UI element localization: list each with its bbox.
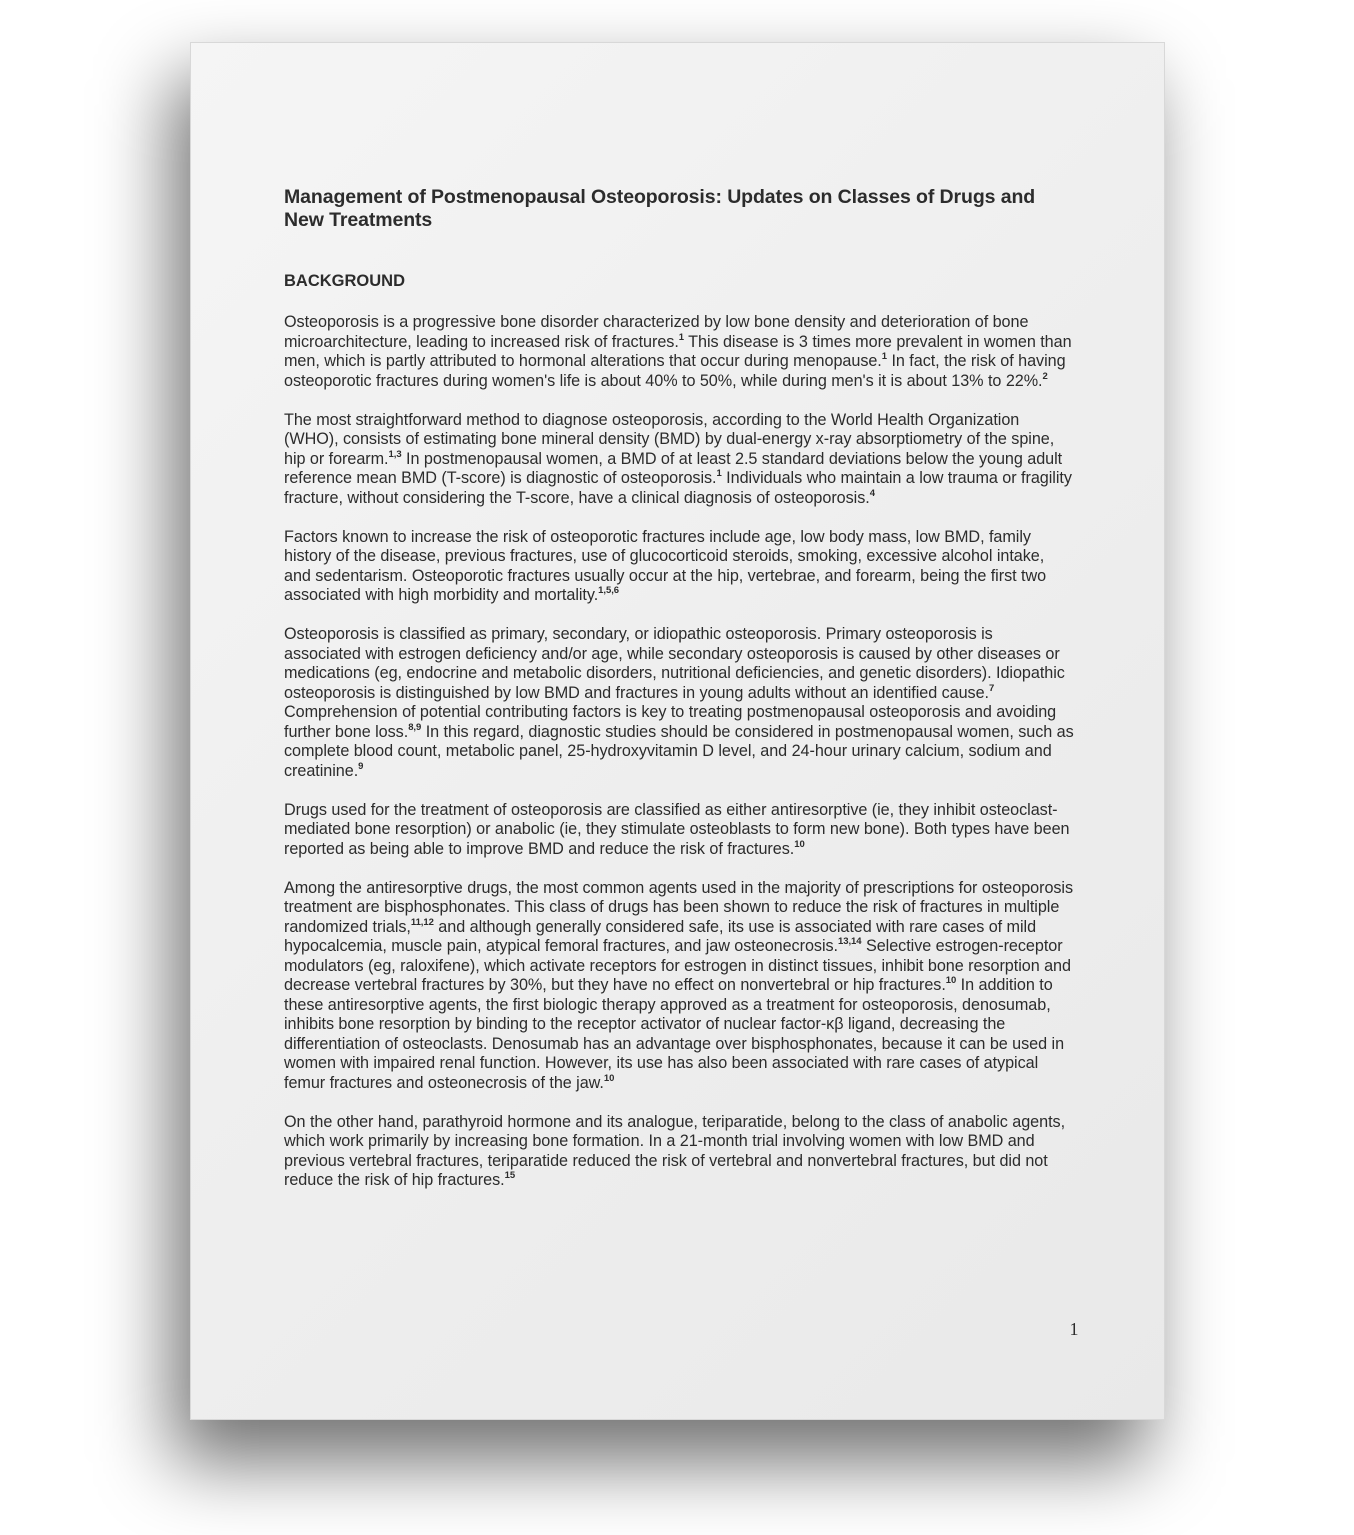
paragraph-text: This disease is 3 times more prevalent in women than men, which is partly attributed to hormonal alterations that occur during menopause. — [284, 332, 1072, 370]
citation-superscript: 1 — [881, 351, 887, 362]
paragraph-text: Individuals who maintain a low trauma or fragility fracture, without considering the T-score, have a clinical diagnosis of osteoporosis. — [284, 469, 1072, 507]
citation-superscript: 9 — [358, 760, 364, 772]
citation-superscript: 10 — [945, 975, 957, 986]
page-content — [284, 186, 1074, 1210]
paragraph-text: Osteoporosis is a progressive bone disorder characterized by low bone density and deterioration of bone microarchitecture, leading to increased risk of fractures. — [284, 313, 1029, 351]
paragraph-text: Comprehension of potential contributing factors is key to treating postmenopausal osteoporosis and avoiding further bone loss. — [284, 703, 1057, 741]
paragraph — [284, 411, 1074, 509]
paragraph-text: Drugs used for the treatment of osteoporosis are classified as either antiresorptive (ie, they inhibit osteoclast-mediated bone resorption) or anabolic (ie, they stimulate osteoblasts to form new bone). Both types have been reported as being able to improve BMD and reduce the risk of fractures. — [284, 800, 1070, 858]
citation-superscript: 1,5,6 — [598, 585, 620, 596]
paragraph-text: In addition to these antiresorptive agents, the first biologic therapy approved as a treatment for osteoporosis, denosumab, inhibits bone resorption by binding to the receptor activator of nuclear factor-κβ ligand, decreasing the differentiation of osteoclasts. Denosumab has an advantage over bisphosphonates, because it can be used in women with impaired renal function. However, its use has also been associated with rare cases of atypical femur fractures and osteonecrosis of the jaw. — [284, 976, 1065, 1092]
citation-superscript: 11,12 — [410, 916, 434, 928]
document-title: Management of Postmenopausal Osteoporosis: Updates on Classes of Drugs and New Treatments — [284, 186, 1036, 231]
citation-superscript: 15 — [504, 1170, 516, 1181]
paragraph-text: and although generally considered safe, its use is associated with rare cases of mild hypocalcemia, muscle pain, atypical femoral fractures, and jaw osteonecrosis. — [284, 917, 1037, 955]
citation-superscript: 8,9 — [408, 721, 422, 733]
paragraph — [284, 879, 1074, 1094]
citation-superscript: 1,3 — [388, 448, 402, 460]
paragraph — [284, 625, 1074, 781]
citation-superscript: 10 — [794, 838, 805, 850]
paragraph — [284, 313, 1074, 391]
document-page — [190, 42, 1165, 1420]
citation-superscript: 1 — [716, 468, 722, 479]
paragraph-text: Selective estrogen-receptor modulators (eg, raloxifene), which activate receptors for estrogen in distinct tissues, inhibit bone resorption and decrease vertebral fractures by 30%, but they have no effect on nonvertebral or hip fractures. — [284, 937, 1071, 994]
citation-superscript: 1 — [678, 331, 684, 343]
paragraph — [284, 801, 1074, 860]
citation-superscript: 13,14 — [837, 936, 862, 947]
paragraph-text: On the other hand, parathyroid hormone and its analogue, teriparatide, belong to the class of anabolic agents, which work primarily by increasing bone formation. In a 21-month trial involving women with low BMD and previous vertebral fractures, teriparatide reduced the risk of vertebral and nonvertebral fractures, but did not reduce the risk of hip fractures. — [284, 1112, 1066, 1189]
citation-superscript: 7 — [989, 682, 995, 694]
citation-superscript: 10 — [603, 1072, 615, 1084]
citation-superscript: 4 — [869, 487, 875, 499]
body-text — [284, 313, 1074, 1191]
paragraph-text: In this regard, diagnostic studies should be considered in postmenopausal women, such as complete blood count, metabolic panel, 25-hydroxyvitamin D level, and 24-hour urinary calcium, sodium and creatinine. — [284, 722, 1074, 780]
paragraph-text: Osteoporosis is classified as primary, secondary, or idiopathic osteoporosis. Primary osteoporosis is associated with estrogen deficiency and/or age, while secondary osteoporosis is caused by other diseases or medications (eg, endocrine and metabolic disorders, nutritional deficiencies, and genetic disorders). Idiopathic osteoporosis is distinguished by low BMD and fractures in young adults without an identified cause. — [284, 625, 1065, 702]
paragraph-text: Factors known to increase the risk of osteoporotic fractures include age, low body mass, low BMD, family history of the disease, previous fractures, use of glucocorticoid steroids, smoking, excessive alcohol intake, and sedentarism. Osteoporotic fractures usually occur at the hip, vertebrae, and forearm, being the first two associated with high morbidity and mortality. — [284, 527, 1047, 604]
page-number: 1 — [1069, 1319, 1079, 1339]
paragraph — [284, 528, 1074, 606]
paragraph-text: Among the antiresorptive drugs, the most common agents used in the majority of prescriptions for osteoporosis treatment are bisphosphonates. This class of drugs has been shown to reduce the risk of fractures in multiple randomized trials, — [284, 878, 1074, 936]
paragraph-text: In postmenopausal women, a BMD of at least 2.5 standard deviations below the young adult reference mean BMD (T-score) is diagnostic of osteoporosis. — [284, 449, 1063, 487]
paragraph — [284, 1113, 1074, 1191]
citation-superscript: 2 — [1042, 370, 1048, 382]
paragraph-text: In fact, the risk of having osteoporotic fractures during women's life is about 40% to 50%, while during men's it is about 13% to 22%. — [284, 352, 1066, 390]
section-heading-background: BACKGROUND — [284, 272, 405, 290]
paragraph-text: The most straightforward method to diagnose osteoporosis, according to the World Health Organization (WHO), consists of estimating bone mineral density (BMD) by dual-energy x-ray absorptiometry of the spine, hip or forearm. — [284, 410, 1055, 468]
